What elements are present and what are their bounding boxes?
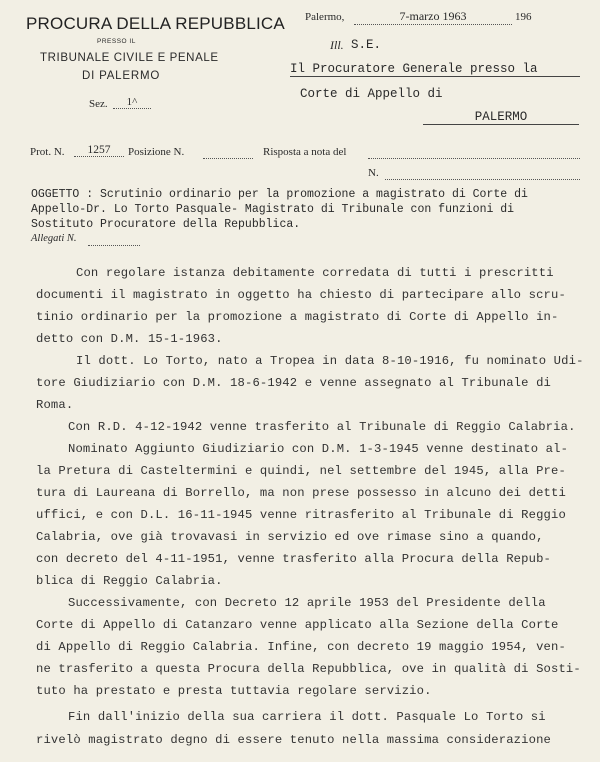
body-line: Fin dall'inizio della sua carriera il dott. Pasquale Lo Torto si	[68, 710, 546, 724]
body-line: detto con D.M. 15-1-1963.	[36, 332, 223, 346]
honorific: Ill.	[330, 38, 344, 52]
addressee-city: PALERMO	[423, 110, 579, 125]
body-line: di Appello di Reggio Calabria. Infine, con decreto 19 maggio 1954, ven-	[36, 640, 566, 654]
letterhead-citta: DI PALERMO	[82, 70, 161, 82]
allegati-value	[88, 233, 140, 246]
posizione-label: Posizione N.	[128, 146, 185, 158]
body-line: documenti il magistrato in oggetto ha chiesto di partecipare allo scru-	[36, 288, 566, 302]
body-line: tore Giudiziario con D.M. 18-6-1942 e venne assegnato al Tribunale di	[36, 376, 551, 390]
sez-value: 1^	[113, 96, 151, 109]
sez-label: Sez.	[89, 98, 108, 110]
risposta-label: Risposta a nota del	[263, 146, 347, 158]
addressee-se: S.E.	[351, 38, 382, 52]
letterhead-tribunale: TRIBUNALE CIVILE E PENALE	[40, 52, 219, 64]
body-line: uffici, e con D.L. 16-11-1945 venne ritrasferito al Tribunale di Reggio	[36, 508, 566, 522]
body-line: blica di Reggio Calabria.	[36, 574, 223, 588]
risposta-value	[368, 146, 580, 159]
body-line: la Pretura di Casteltermini e quindi, nel settembre del 1945, alla Pre-	[36, 464, 566, 478]
body-line: Roma.	[36, 398, 74, 412]
n-label: N.	[368, 167, 379, 179]
date-value: 7-marzo 1963	[354, 9, 512, 25]
addressee-line1: Il Procuratore Generale presso la	[290, 62, 580, 77]
body-line: tura di Laureana di Borrello, ma non prese possesso in alcuno dei detti	[36, 486, 566, 500]
posizione-value	[203, 146, 253, 159]
n-value	[385, 167, 580, 180]
body-line: Con regolare istanza debitamente corredata di tutti i prescritti	[76, 266, 554, 280]
date-place: Palermo,	[305, 11, 345, 23]
letterhead-title: PROCURA DELLA REPUBBLICA	[26, 14, 285, 33]
allegati-label: Allegati N.	[31, 233, 77, 244]
body-line: Calabria, ove già trovavasi in servizio ed ove rimase sino a quando,	[36, 530, 544, 544]
body-line: ne trasferito a questa Procura della Repubblica, ove in qualità di Sosti-	[36, 662, 581, 676]
body-line: Nominato Aggiunto Giudiziario con D.M. 1-3-1945 venne destinato al-	[68, 442, 569, 456]
oggetto-label: OGGETTO :	[31, 188, 94, 201]
prot-label: Prot. N.	[30, 146, 65, 158]
prot-value: 1257	[74, 144, 124, 157]
body-line: Il dott. Lo Torto, nato a Tropea in data 8-10-1916, fu nominato Udi-	[76, 354, 584, 368]
body-line: Successivamente, con Decreto 12 aprile 1953 del Presidente della	[68, 596, 546, 610]
body-line: Corte di Appello di Catanzaro venne applicato alla Sezione della Corte	[36, 618, 559, 632]
oggetto-line1: Scrutinio ordinario per la promozione a magistrato di Corte di	[100, 188, 528, 201]
addressee-line2: Corte di Appello di	[300, 87, 443, 101]
oggetto-line2: Appello-Dr. Lo Torto Pasquale- Magistrato di Tribunale con funzioni di	[31, 203, 515, 216]
body-line: rivelò magistrato degno di essere tenuto nella massima considerazione	[36, 733, 551, 747]
body-line: tinio ordinario per la promozione a magistrato di Corte di Appello in-	[36, 310, 559, 324]
date-year-suffix: 196	[515, 11, 532, 23]
oggetto-line3: Sostituto Procuratore della Repubblica.	[31, 218, 301, 231]
letterhead-presso: PRESSO IL	[97, 38, 136, 45]
body-line: Con R.D. 4-12-1942 venne trasferito al Tribunale di Reggio Calabria.	[68, 420, 576, 434]
body-line: tuto ha prestato e presta tuttavia regolare servizio.	[36, 684, 432, 698]
body-line: con decreto del 4-11-1951, venne trasferito alla Procura della Repub-	[36, 552, 551, 566]
